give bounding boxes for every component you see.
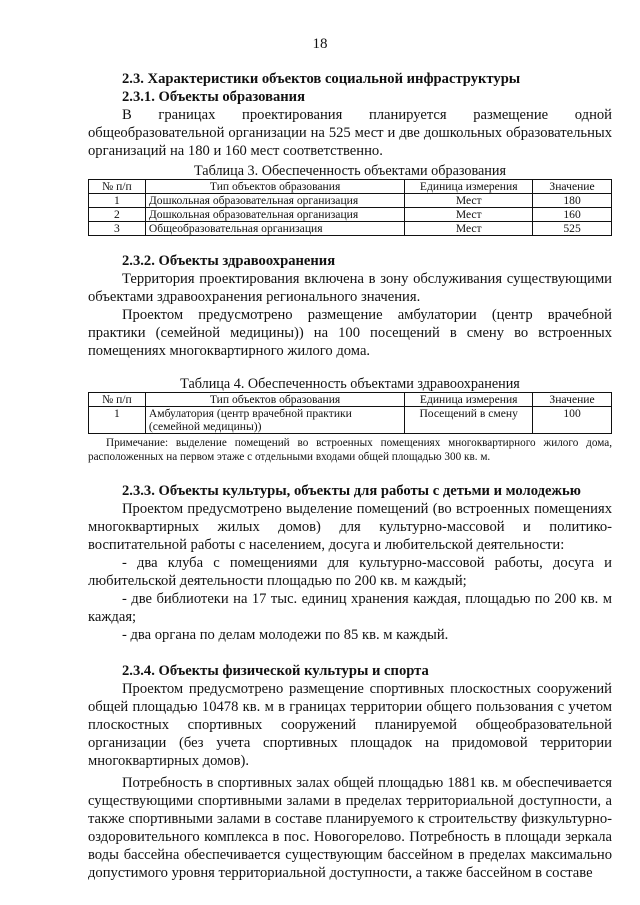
- education-paragraph: В границах проектирования планируется размещение одной общеобразовательной организации на 525 мест и две дошкольных образовательных организаций на 180 и 160 мест соответственно.: [88, 107, 612, 159]
- page-content: [88, 0, 612, 882]
- table-header-row: [89, 180, 612, 194]
- health-paragraph-1: Территория проектирования включена в зону обслуживания существующими объектами здравоохранения регионального значения.: [88, 271, 612, 305]
- cell-type: Амбулатория (центр врачебной практики (семейной медицины)): [145, 407, 404, 434]
- section-2-3-title: 2.3. Характеристики объектов социальной инфраструктуры: [122, 71, 521, 87]
- cell-number: 1: [89, 407, 146, 434]
- cell-unit: Посещений в смену: [405, 407, 533, 434]
- sport-paragraph-2: Потребность в спортивных залах общей площадью 1881 кв. м обеспечивается существующими спортивными залами в пределах территориальной доступности, а также спортивными залами в составе планируемого к строительству физкультурно-оздоровительного комплекса в пос. Новогорелово. Потребность в площади зеркала воды бассейна обеспечивается существующим бассейном в пределах максимально допустимого уровня территориальной доступности, а также бассейном в составе: [88, 775, 612, 881]
- cell-unit: Мест: [405, 194, 533, 208]
- col-header-unit: Единица измерения: [405, 393, 533, 407]
- col-header-unit: Единица измерения: [405, 180, 533, 194]
- cell-number: 3: [89, 222, 146, 236]
- section-2-3-4-title: 2.3.4. Объекты физической культуры и спорта: [122, 663, 429, 679]
- culture-item-clubs: - два клуба с помещениями для культурно-массовой работы, досуга и любительской деятельности площадью по 200 кв. м каждый;: [88, 555, 612, 589]
- health-table: [88, 392, 612, 434]
- culture-item-libraries: - две библиотеки на 17 тыс. единиц хранения каждая, площадью по 200 кв. м каждая;: [88, 591, 612, 625]
- section-2-3-2-title: 2.3.2. Объекты здравоохранения: [122, 253, 336, 269]
- cell-unit: Мест: [405, 222, 533, 236]
- section-2-3-1-title: 2.3.1. Объекты образования: [122, 89, 305, 105]
- col-header-number: № п/п: [89, 393, 146, 407]
- col-header-value: Значение: [533, 180, 612, 194]
- sport-paragraph-1: Проектом предусмотрено размещение спортивных плоскостных сооружений общей площадью 10478 кв. м в границах территории общего пользования с учетом плоскостных спортивных сооружений планируемой общеобразовательной организации (без учета спортивных площадок на придомовой территории многоквартирных домов).: [88, 681, 612, 769]
- col-header-type: Тип объектов образования: [145, 393, 404, 407]
- culture-paragraph: Проектом предусмотрено выделение помещений (во встроенных помещениях многоквартирных жилых домов) для культурно-массовой и политико-воспитательной работы с населением, досуга и любительской деятельности:: [88, 501, 612, 553]
- cell-type: Общеобразовательная организация: [145, 222, 404, 236]
- col-header-number: № п/п: [89, 180, 146, 194]
- page-number: 18: [312, 36, 328, 52]
- health-note: Примечание: выделение помещений во встроенных помещениях многоквартирного жилого дома, расположенных на первом этаже с отдельными входами общей площадью 300 кв. м.: [88, 437, 612, 463]
- cell-number: 2: [89, 208, 146, 222]
- cell-number: 1: [89, 194, 146, 208]
- table-row: [89, 208, 612, 222]
- cell-type: Дошкольная образовательная организация: [145, 208, 404, 222]
- table-header-row: [89, 393, 612, 407]
- cell-value: 160: [533, 208, 612, 222]
- col-header-type: Тип объектов образования: [145, 180, 404, 194]
- table-row: [89, 222, 612, 236]
- cell-unit: Мест: [405, 208, 533, 222]
- education-table: [88, 179, 612, 236]
- section-2-3-3-title: 2.3.3. Объекты культуры, объекты для работы с детьми и молодежью: [122, 483, 581, 499]
- cell-value: 525: [533, 222, 612, 236]
- cell-type: Дошкольная образовательная организация: [145, 194, 404, 208]
- culture-item-youth: - два органа по делам молодежи по 85 кв. м каждый.: [122, 627, 449, 643]
- table-row: [89, 194, 612, 208]
- cell-value: 180: [533, 194, 612, 208]
- health-paragraph-2: Проектом предусмотрено размещение амбулатории (центр врачебной практики (семейной медицины)) на 100 посещений в смену во встроенных помещениях многоквартирного жилого дома.: [88, 307, 612, 359]
- table-4-caption: Таблица 4. Обеспеченность объектами здравоохранения: [180, 376, 520, 392]
- table-3-caption: Таблица 3. Обеспеченность объектами образования: [193, 163, 507, 179]
- cell-value: 100: [533, 407, 612, 434]
- col-header-value: Значение: [533, 393, 612, 407]
- table-row: [89, 407, 612, 434]
